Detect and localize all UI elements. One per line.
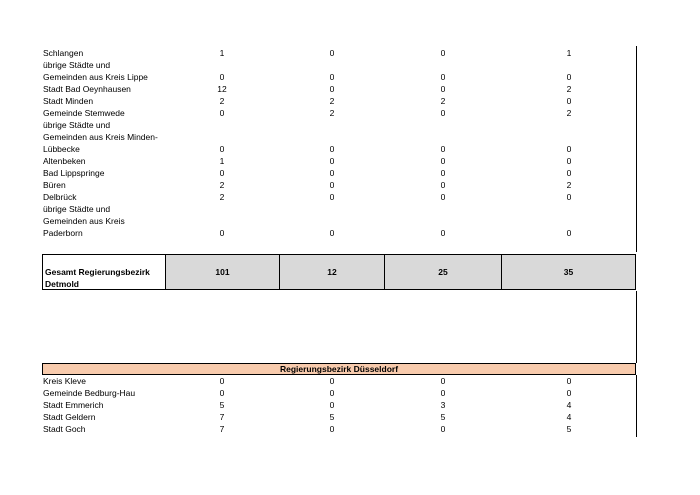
row-value-3: 0 [440, 48, 446, 58]
row-label: Stadt Goch [43, 424, 86, 434]
row-value-2: 2 [329, 96, 335, 106]
row-value-1: 1 [219, 48, 225, 58]
row-value-4: 2 [566, 84, 572, 94]
total-value-3: 25 [384, 254, 502, 290]
table-row [0, 215, 700, 227]
table-row [0, 119, 700, 131]
row-value-2: 0 [329, 388, 335, 398]
row-label: übrige Städte und [43, 60, 111, 70]
row-label: Bad Lippspringe [43, 168, 105, 178]
row-value-4: 2 [566, 180, 572, 190]
row-value-1: 0 [219, 388, 225, 398]
row-value-3: 0 [440, 108, 446, 118]
row-label: Delbrück [43, 192, 77, 202]
row-value-1: 0 [219, 72, 225, 82]
row-value-3: 0 [440, 388, 446, 398]
row-label: Altenbeken [43, 156, 86, 166]
row-value-3: 0 [440, 180, 446, 190]
row-value-2: 2 [329, 108, 335, 118]
total-value-1: 101 [165, 254, 280, 290]
row-value-2: 0 [329, 144, 335, 154]
row-value-1: 12 [217, 84, 227, 94]
table-row [0, 411, 700, 423]
row-value-4: 0 [566, 156, 572, 166]
row-label: Schlangen [43, 48, 84, 58]
row-label: Stadt Geldern [43, 412, 96, 422]
table-row [0, 167, 700, 179]
row-label: Büren [43, 180, 66, 190]
row-value-3: 0 [440, 156, 446, 166]
row-value-4: 0 [566, 228, 572, 238]
table-row [0, 191, 700, 203]
table-row [0, 423, 700, 435]
row-value-1: 2 [219, 96, 225, 106]
row-value-3: 0 [440, 144, 446, 154]
row-value-1: 2 [219, 180, 225, 190]
row-value-3: 0 [440, 424, 446, 434]
row-value-3: 0 [440, 192, 446, 202]
row-value-1: 0 [219, 108, 225, 118]
row-value-3: 0 [440, 228, 446, 238]
table-row [0, 179, 700, 191]
row-value-2: 0 [329, 156, 335, 166]
row-value-2: 0 [329, 228, 335, 238]
section-header-duesseldorf: Regierungsbezirk Düsseldorf [42, 363, 636, 375]
row-value-3: 0 [440, 376, 446, 386]
row-value-4: 0 [566, 72, 572, 82]
row-value-3: 0 [440, 84, 446, 94]
table-row [0, 47, 700, 59]
row-value-2: 0 [329, 84, 335, 94]
row-value-4: 2 [566, 108, 572, 118]
row-value-2: 0 [329, 376, 335, 386]
table-row [0, 203, 700, 215]
table-row [0, 155, 700, 167]
row-label: Stadt Emmerich [43, 400, 104, 410]
row-value-4: 0 [566, 192, 572, 202]
row-value-4: 0 [566, 96, 572, 106]
table-row [0, 399, 700, 411]
table-row [0, 95, 700, 107]
row-value-3: 0 [440, 72, 446, 82]
row-label: Gemeinden aus Kreis Lippe [43, 72, 148, 82]
table-row [0, 107, 700, 119]
table-right-border-middle [636, 291, 637, 363]
table-row [0, 387, 700, 399]
table-row [0, 83, 700, 95]
row-value-4: 4 [566, 412, 572, 422]
table-row [0, 71, 700, 83]
table-row [0, 227, 700, 239]
row-label: Gemeinden aus Kreis Minden- [43, 132, 158, 142]
row-value-2: 0 [329, 424, 335, 434]
row-value-4: 0 [566, 388, 572, 398]
row-value-2: 0 [329, 400, 335, 410]
row-value-4: 4 [566, 400, 572, 410]
row-value-1: 2 [219, 192, 225, 202]
row-value-1: 0 [219, 144, 225, 154]
row-value-3: 5 [440, 412, 446, 422]
total-label [42, 254, 165, 290]
total-row-detmold [42, 254, 636, 291]
row-label: Gemeinden aus Kreis [43, 216, 125, 226]
row-label: übrige Städte und [43, 204, 111, 214]
row-label: Lübbecke [43, 144, 80, 154]
row-value-1: 1 [219, 156, 225, 166]
table-row [0, 143, 700, 155]
row-label: Stadt Minden [43, 96, 94, 106]
row-value-2: 5 [329, 412, 335, 422]
row-value-4: 0 [566, 376, 572, 386]
row-value-4: 5 [566, 424, 572, 434]
total-label-line1: Gesamt Regierungsbezirk [45, 267, 150, 277]
table-row [0, 59, 700, 71]
row-value-1: 0 [219, 228, 225, 238]
row-value-1: 0 [219, 376, 225, 386]
row-label: Gemeinde Stemwede [43, 108, 125, 118]
row-label: Kreis Kleve [43, 376, 86, 386]
total-value-2: 12 [279, 254, 385, 290]
table-row [0, 131, 700, 143]
row-value-1: 5 [219, 400, 225, 410]
row-value-4: 0 [566, 168, 572, 178]
row-value-1: 7 [219, 424, 225, 434]
row-value-2: 0 [329, 48, 335, 58]
total-value-4: 35 [501, 254, 636, 290]
row-value-4: 0 [566, 144, 572, 154]
row-label: Gemeinde Bedburg-Hau [43, 388, 136, 398]
row-value-2: 0 [329, 180, 335, 190]
row-value-3: 3 [440, 400, 446, 410]
row-label: Stadt Bad Oeynhausen [43, 84, 131, 94]
row-value-1: 7 [219, 412, 225, 422]
total-label-line2: Detmold [45, 279, 79, 289]
row-value-4: 1 [566, 48, 572, 58]
row-value-1: 0 [219, 168, 225, 178]
row-value-3: 0 [440, 168, 446, 178]
row-value-2: 0 [329, 192, 335, 202]
row-label: übrige Städte und [43, 120, 111, 130]
row-label: Paderborn [43, 228, 83, 238]
row-value-2: 0 [329, 72, 335, 82]
row-value-2: 0 [329, 168, 335, 178]
table-row [0, 375, 700, 387]
row-value-3: 2 [440, 96, 446, 106]
